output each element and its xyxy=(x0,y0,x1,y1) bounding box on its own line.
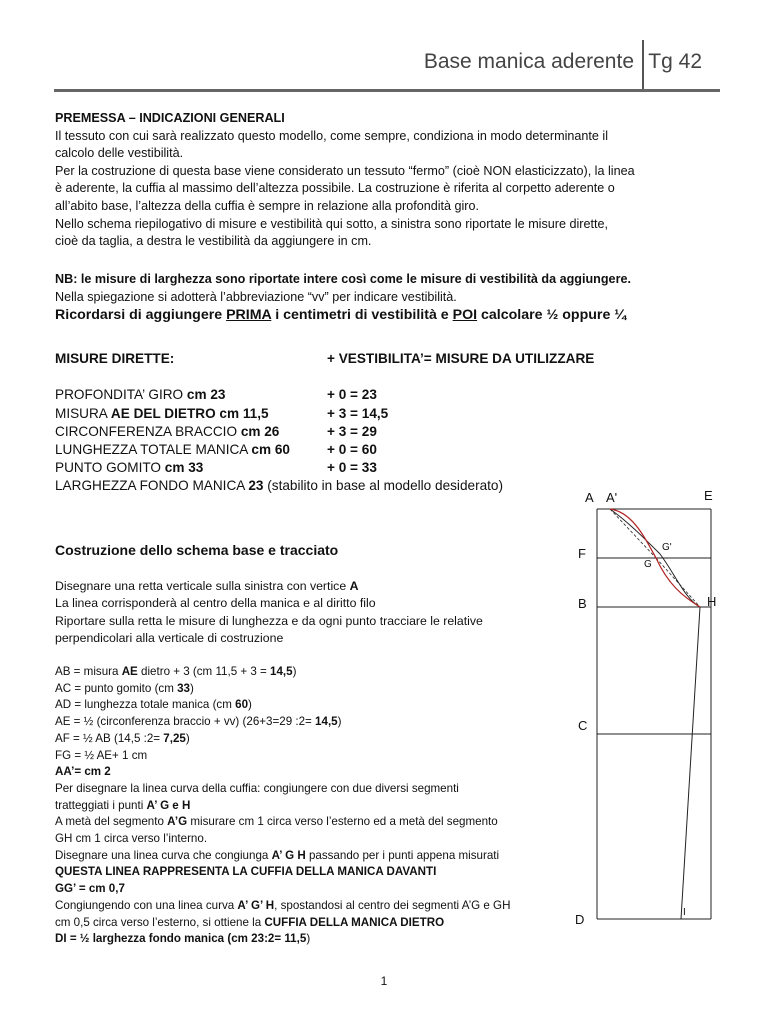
step-line: Riportare sulla retta le misure di lunghezza e da ogni punto tracciare le relative xyxy=(55,613,483,628)
measure-row: MISURA AE DEL DIETRO cm 11,5 + 3 = 14,5 xyxy=(55,405,389,421)
step-line: La linea corrisponderà al centro della manica e al diritto filo xyxy=(55,596,376,611)
measures-table xyxy=(55,350,595,496)
point-b-label: B xyxy=(578,596,587,611)
point-g1-label: G' xyxy=(662,542,672,553)
intro-line: cioè da taglia, a destra le vestibilità da aggiungere in cm. xyxy=(55,234,372,249)
nb-section xyxy=(55,271,715,325)
formula-davanti: QUESTA LINEA RAPPRESENTA LA CUFFIA DELLA MANICA DAVANTI xyxy=(55,865,437,879)
formula-ac: AC = punto gomito (cm 33) xyxy=(55,681,194,695)
construction-steps xyxy=(55,578,575,647)
document-title: Base manica aderente xyxy=(423,50,634,73)
prima-emphasis: PRIMA xyxy=(226,307,272,324)
measures-header xyxy=(55,350,595,368)
formula-ab: AB = misura AE dietro + 3 (cm 11,5 + 3 = 14,5) xyxy=(55,665,297,678)
reminder-line: Ricordarsi di aggiungere PRIMA i centimetri di vestibilità e POI calcolare ½ oppure ¼ xyxy=(55,307,627,324)
col-ease-header: + VESTIBILITA’= MISURE DA UTILIZZARE xyxy=(327,351,595,366)
formula-cuffia: tratteggiati i punti A’ G e H xyxy=(55,798,191,812)
intro-line: Il tessuto con cui sarà realizzato questo modello, come sempre, condiziona in modo determinante il xyxy=(55,128,609,143)
point-i-label: I xyxy=(683,907,686,918)
formula-ad: AD = lunghezza totale manica (cm 60) xyxy=(55,698,252,712)
formula-ae: AE = ½ (circonferenza braccio + vv) (26+3=29 :2= 14,5) xyxy=(55,715,342,729)
formula-fg: FG = ½ AE+ 1 cm xyxy=(55,748,148,762)
intro-line: è aderente, la cuffia al massimo dell’altezza possibile. La costruzione è riferita al corpetto aderente o xyxy=(55,181,615,196)
intro-line: Per la costruzione di questa base viene considerato un tessuto “fermo” (cioè NON elasticizzato), la linea xyxy=(55,163,635,178)
point-e-label: E xyxy=(704,488,713,503)
step-line: perpendicolari alla verticale di costruzione xyxy=(55,630,284,645)
underarm-line xyxy=(681,607,700,919)
step-line: Disegnare una retta verticale sulla sinistra con vertice A xyxy=(55,579,359,593)
formulas-section xyxy=(55,664,565,948)
intro-line: Nello schema riepilogativo di misure e vestibilità qui sotto, a sinistra sono riportate le misure dirette, xyxy=(55,216,608,231)
intro-line: calcolo delle vestibilità. xyxy=(55,146,184,161)
formula-meta: GH cm 1 circa verso l’interno. xyxy=(55,832,208,846)
sleeve-draft-diagram xyxy=(570,484,720,934)
formula-cuffia: Per disegnare la linea curva della cuffia: congiungere con due diversi segmenti xyxy=(55,781,459,795)
measure-row: LUNGHEZZA TOTALE MANICA cm 60 + 0 = 60 xyxy=(55,441,377,457)
point-a-label: A xyxy=(585,490,594,505)
point-h-label: H xyxy=(707,594,717,609)
measure-row: PROFONDITA’ GIRO cm 23 + 0 = 23 xyxy=(55,387,377,403)
formula-gg: GG’ = cm 0,7 xyxy=(55,882,125,896)
measure-row-last: LARGHEZZA FONDO MANICA 23 (stabilito in base al modello desiderato) xyxy=(55,478,504,494)
dashed-segment xyxy=(610,509,656,558)
page-header xyxy=(54,40,720,92)
poi-emphasis: POI xyxy=(452,307,478,324)
measure-row: CIRCONFERENZA BRACCIO cm 26 + 3 = 29 xyxy=(55,423,377,439)
formula-aa: AA’= cm 2 xyxy=(55,765,111,779)
point-g-label: G xyxy=(644,559,652,570)
intro-section xyxy=(55,110,715,251)
point-d-label: D xyxy=(575,912,585,927)
formula-meta: A metà del segmento A’G misurare cm 1 circa verso l’esterno ed a metà del segmento xyxy=(55,815,498,829)
nb-line: Nella spiegazione si adotterà l’abbreviazione “vv” per indicare vestibilità. xyxy=(55,289,457,304)
point-c-label: C xyxy=(578,718,588,733)
intro-heading: PREMESSA – INDICAZIONI GENERALI xyxy=(55,111,285,125)
section-title: Costruzione dello schema base e tracciato xyxy=(55,542,339,558)
col-direct-header: MISURE DIRETTE: xyxy=(55,351,175,366)
point-f-label: F xyxy=(578,546,586,561)
page-number: 1 xyxy=(380,974,388,988)
formula-cong: cm 0,5 circa verso l’esterno, si ottiene la CUFFIA DELLA MANICA DIETRO xyxy=(55,915,445,929)
nb-line: NB: le misure di larghezza sono riportate intere così come le misure di vestibilità da aggiungere. xyxy=(55,272,631,286)
intro-line: all’abito base, l’altezza della cuffia è sempre in relazione alla profondità giro. xyxy=(55,198,480,213)
header-rule xyxy=(54,89,720,92)
formula-af: AF = ½ AB (14,5 :2= 7,25) xyxy=(55,731,190,745)
formula-curva: Disegnare una linea curva che congiunga A’ G H passando per i punti appena misurati xyxy=(55,848,500,862)
measure-row: PUNTO GOMITO cm 33 + 0 = 33 xyxy=(55,460,377,476)
header-divider xyxy=(642,40,644,92)
point-a1-label: A' xyxy=(606,490,618,505)
size-label: Tg 42 xyxy=(648,50,702,73)
formula-cong: Congiungendo con una linea curva A’ G’ H, spostandosi al centro dei segmenti A’G e GH xyxy=(55,898,511,912)
formula-di: DI = ½ larghezza fondo manica (cm 23:2= 11,5) xyxy=(55,932,311,946)
